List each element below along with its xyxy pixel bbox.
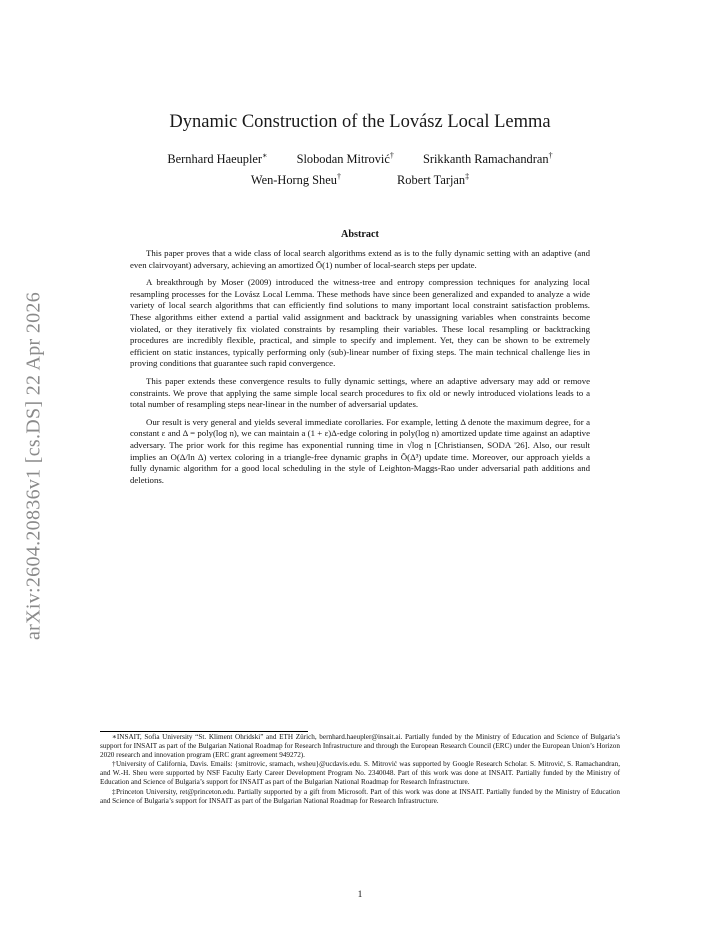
paper-title: Dynamic Construction of the Lovász Local Lemma: [169, 112, 551, 132]
author: [297, 151, 394, 167]
author: [167, 151, 267, 167]
affiliation-mark: ∗: [262, 151, 268, 160]
author-list: [0, 172, 720, 188]
author-name: Slobodan Mitrović: [296, 152, 390, 167]
abstract-paragraph: This paper extends these convergence results to fully dynamic settings, where an adaptive adversary may add or remove constraints. We prove that applying the same simple local search procedures to fix old or newly introduced violations leads to a total number of resampling steps near-linear in the number of adversarial updates.: [130, 375, 590, 410]
author-list: [0, 151, 720, 167]
footnote-rule: [100, 731, 308, 732]
affiliation-mark: †: [389, 151, 394, 160]
abstract-paragraph: Our result is very general and yields several immediate corollaries. For example, letting Δ denote the maximum degree, for a constant ε and Δ = poly(log n), we can maintain a (1 + ε)Δ-edge coloring in poly(log n) amortized update time against an adaptive adversary. The prior work for this regime has exponential running time in √log n [Christiansen, SODA '26]. Also, our result implies an O(Δ/ln Δ) vertex coloring in a triangle-free dynamic graphs in Õ(Δ³) update time. Moreover, our approach yields a fully dynamic algorithm for a good local scheduling in the style of Leighton-Maggs-Rao under adversarial path additions and deletions.: [130, 416, 590, 485]
author: [397, 172, 469, 188]
abstract-paragraph: This paper proves that a wide class of local search algorithms extend as is to the fully dynamic setting with an adaptive (and even clairvoyant) adversary, achieving an amortized Õ(1) number of local-search steps per update.: [130, 248, 590, 270]
author-name: Robert Tarjan: [397, 173, 466, 188]
author-name: Wen-Horng Sheu: [250, 173, 337, 188]
author-name: Srikkanth Ramachandran: [422, 152, 549, 167]
footnote: ‡Princeton University, ret@princeton.edu. Partially supported by a gift from Microsoft. Part of this work was done at INSAIT. Partially funded by the Ministry of Education and Science of Bulgaria’s support for INSAIT as part of the Bulgarian National Roadmap for Research Infrastructure.: [100, 787, 620, 805]
affiliation-mark: ‡: [465, 172, 470, 181]
page-number: 1: [357, 890, 363, 900]
author-name: Bernhard Haeupler: [167, 152, 263, 167]
footnote: ∗INSAIT, Sofia University “St. Kliment Ohridski” and ETH Zürich, bernhard.haeupler@insait.ai. Partially funded by the Ministry of Education and Science of Bulgaria’s support for INSAIT as part of the Bulgarian National Roadmap for Research Infrastructure and through the European Research Council (ERC) under the European Union’s Horizon 2020 research and innovation program (ERC grant agreement 949272).: [100, 733, 620, 760]
footnote: †University of California, Davis. Emails: {smitrovic, sramach, wsheu}@ucdavis.edu. S. Mitrović was supported by Google Research Scholar. S. Mitrović, S. Ramachandran, and W.-H. Sheu were supported by NSF Faculty Early Career Development Program No. 2340048. Part of this work was done at INSAIT. Partially funded by the Ministry of Education and Science of Bulgaria’s support for INSAIT as part of the Bulgarian National Roadmap for Research Infrastructure.: [100, 760, 620, 787]
footnotes: [100, 733, 620, 806]
affiliation-mark: †: [336, 172, 341, 181]
abstract-paragraph: A breakthrough by Moser (2009) introduced the witness-tree and entropy compression techniques for analyzing local resampling processes for the Lovász Local Lemma. These methods have since been generalized and expanded to analyze a wide variety of local search algorithms that can efficiently find solutions to many important local constraint satisfaction problems. These algorithms either extend a partial valid assignment and backtrack by unassigning variables when constraints become violated, or they iteratively fix violated constraints by resampling their variables. These local resampling or backtracking procedures are incredibly flexible, practical, and simple to specify and implement. Yet, they can be shown to be extremely efficient on static instances, typically performing only (sub)-linear number of fixing steps. The main technical challenge lies in proving conditions that guarantee such rapid convergence.: [130, 277, 590, 369]
author: [423, 151, 553, 167]
abstract-heading: Abstract: [341, 229, 379, 240]
abstract-body: [130, 248, 590, 492]
arxiv-identifier: arXiv:2604.20836v1 [cs.DS] 22 Apr 2026: [22, 291, 45, 641]
affiliation-mark: †: [548, 151, 553, 160]
author: [251, 172, 341, 188]
